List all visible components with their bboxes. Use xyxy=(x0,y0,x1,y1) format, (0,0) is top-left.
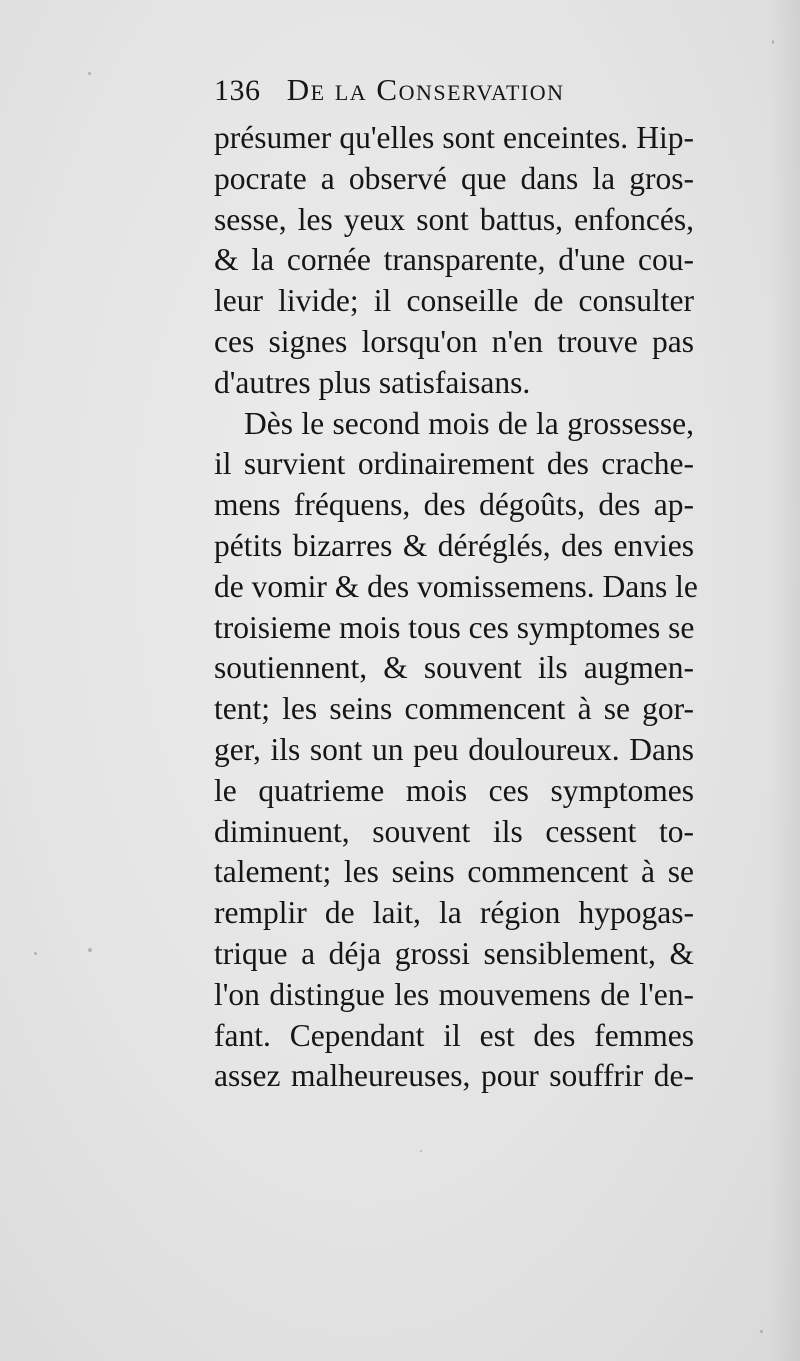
paragraph-1 xyxy=(214,118,694,404)
paper-speck xyxy=(34,952,37,955)
text-line: trique a déja grossi sensiblement, & xyxy=(214,935,694,971)
text-line: diminuent, souvent ils cessent to- xyxy=(214,813,694,849)
paragraph-2 xyxy=(214,404,698,1098)
paper-speck xyxy=(420,1150,422,1152)
text-line: remplir de lait, la région hypogas- xyxy=(214,895,694,931)
text-line: talement; les seins commencent à se xyxy=(214,854,694,890)
text-line: de vomir & des vomissemens. Dans le xyxy=(214,568,698,604)
text-line: soutiennent, & souvent ils augmen- xyxy=(214,650,694,686)
text-line: pétits bizarres & déréglés, des envies xyxy=(214,527,694,563)
text-line: ger, ils sont un peu douloureux. Dans xyxy=(214,731,694,767)
text-line: il survient ordinairement des crache- xyxy=(214,446,694,482)
text-line: le quatrieme mois ces symptomes xyxy=(214,772,694,808)
text-line: fant. Cependant il est des femmes xyxy=(214,1017,694,1053)
page-edge-shadow xyxy=(770,0,800,1361)
paper-speck xyxy=(88,72,91,75)
text-line: assez malheureuses, pour souffrir de- xyxy=(214,1058,694,1094)
text-line: leur livide; il conseille de consulter xyxy=(214,283,694,319)
text-line: troisieme mois tous ces symptomes se xyxy=(214,609,695,645)
paper-speck xyxy=(88,948,92,952)
text-line: Dès le second mois de la grossesse, xyxy=(244,405,694,441)
paper-speck xyxy=(772,40,774,44)
page-number: 136 xyxy=(214,74,261,107)
text-line: mens fréquens, des dégoûts, des ap- xyxy=(214,487,694,523)
text-line: l'on distingue les mouvemens de l'en- xyxy=(214,976,694,1012)
paper-speck xyxy=(760,1330,763,1333)
text-line: présumer qu'elles sont enceintes. Hip- xyxy=(214,120,694,155)
text-line: & la cornée transparente, d'une cou- xyxy=(214,242,694,278)
running-title: De la Conservation xyxy=(286,72,565,107)
text-line: tent; les seins commencent à se gor- xyxy=(214,691,694,727)
text-line: d'autres plus satisfaisans. xyxy=(214,364,531,400)
text-line: sesse, les yeux sont battus, enfoncés, xyxy=(214,201,694,237)
body-text xyxy=(214,118,698,1097)
text-line: pocrate a observé que dans la gros- xyxy=(214,160,694,196)
running-header xyxy=(214,70,634,110)
text-line: ces signes lorsqu'on n'en trouve pas xyxy=(214,323,694,359)
